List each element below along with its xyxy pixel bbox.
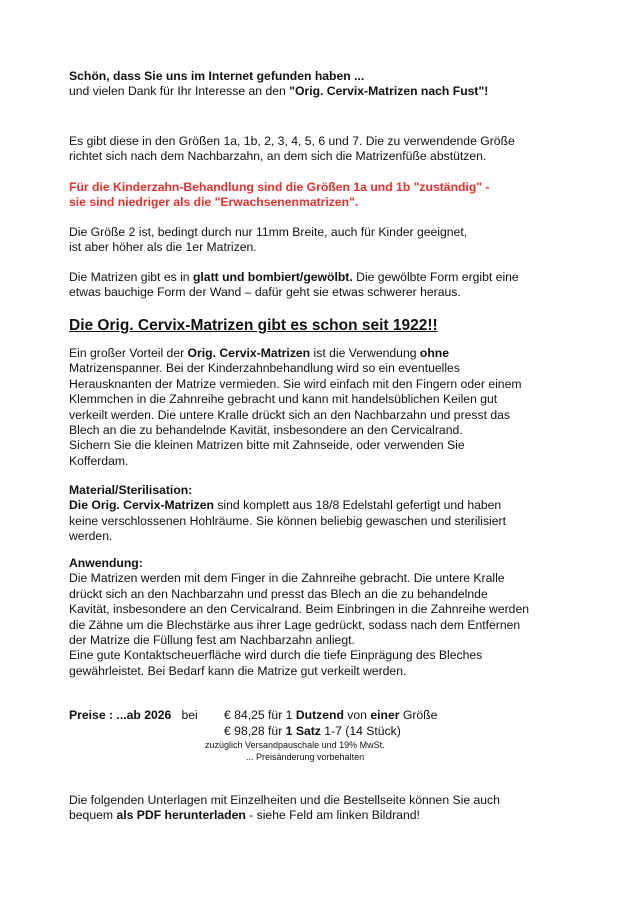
- intro-thanks: und vielen Dank für Ihr Interesse an den "Orig. Cervix-Matrizen nach Fust"!: [69, 84, 489, 99]
- intro-greeting: Schön, dass Sie uns im Internet gefunden haben ...: [69, 69, 365, 83]
- download-paragraph: Die folgenden Unterlagen mit Einzelheiten und die Bestellseite können Sie auch bequem als PDF herunterladen - siehe Feld am linken Bildrand!: [69, 793, 500, 823]
- usage-paragraph: Anwendung: Die Matrizen werden mit dem Finger in die Zahnreihe gebracht. Die untere Kralle drückt sich an den Nachbarzahn und presst das Blech an die zu behandelnde Kavität, insbesondere an den Cervicalrand. Beim Einbringen in die Zahnreihe werden die Zähne um die Blechstärke aus ihrer Lage gedrückt, sodass nach dem Entfernen der Matrize die Füllung fest am Nachbarzahn anliegt. Eine gute Kontaktscheuerfläche wird durch die tiefe Einprägung des Bleches gewährleistet. Bei Bedarf kann die Matrize gut verkeilt werden.: [69, 556, 584, 679]
- material-paragraph: Material/Sterilisation: Die Orig. Cervix-Matrizen sind komplett aus 18/8 Edelstahl gefertigt und haben keine verschlossenen Hohlräume. Sie können beliebig gewaschen und sterilisiert werden.: [69, 483, 584, 545]
- price-note-vat: zuzüglich Versandpauschale und 19% MwSt.: [205, 740, 385, 750]
- kids-note: Für die Kinderzahn-Behandlung sind die Größen 1a und 1b "zuständig" - sie sind niedriger als die "Erwachsenenmatrizen".: [69, 180, 490, 210]
- price-label-row: [69, 708, 198, 723]
- price-label: Preise :: [69, 708, 114, 722]
- since-heading: Die Orig. Cervix-Matrizen gibt es schon seit 1922!!: [69, 317, 438, 334]
- material-heading: Material/Sterilisation:: [69, 483, 193, 497]
- forms-paragraph: Die Matrizen gibt es in glatt und bombiert/gewölbt. Die gewölbte Form ergibt eine etwas bauchige Form der Wand – dafür geht sie etwas schwerer heraus.: [69, 270, 519, 300]
- price-at: bei: [181, 708, 198, 722]
- price-from: ...ab 2026: [113, 708, 172, 722]
- usage-heading: Anwendung:: [69, 556, 143, 570]
- size2-paragraph: Die Größe 2 ist, bedingt durch nur 11mm Breite, auch für Kinder geeignet, ist aber höher als die 1er Matrizen.: [69, 225, 468, 255]
- product-name: "Orig. Cervix-Matrizen nach Fust": [289, 84, 485, 99]
- intro-paragraph: [69, 69, 584, 100]
- price-row-set: € 98,28 für 1 Satz 1-7 (14 Stück): [224, 724, 401, 738]
- advantage-paragraph: Ein großer Vorteil der Orig. Cervix-Matrizen ist die Verwendung ohne Matrizenspanner. Bei der Kinderzahnbehandlung wird so ein eventuelles Herausknanten der Matrize vermieden. Sie wird einfach mit den Fingern oder einem Klemmchen in die Zahnreihe gebracht und kann mit handelsüblichen Keilen gut verkeilt werden. Die untere Kralle drückt sich an den Nachbarzahn und presst das Blech an die zu behandelnde Kavität, insbesondere an den Cervicalrand. Sichern Sie die kleinen Matrizen bitte mit Zahnseide, oder verwenden Sie Kofferdam.: [69, 346, 522, 468]
- price-row-dozen: € 84,25 für 1 Dutzend von einer Größe: [224, 708, 438, 722]
- price-note-change: ... Preisänderung vorbehalten: [246, 752, 365, 762]
- sizes-paragraph: Es gibt diese in den Größen 1a, 1b, 2, 3, 4, 5, 6 und 7. Die zu verwendende Größe richtet sich nach dem Nachbarzahn, an dem sich die Matrizenfüße abstützen.: [69, 134, 515, 164]
